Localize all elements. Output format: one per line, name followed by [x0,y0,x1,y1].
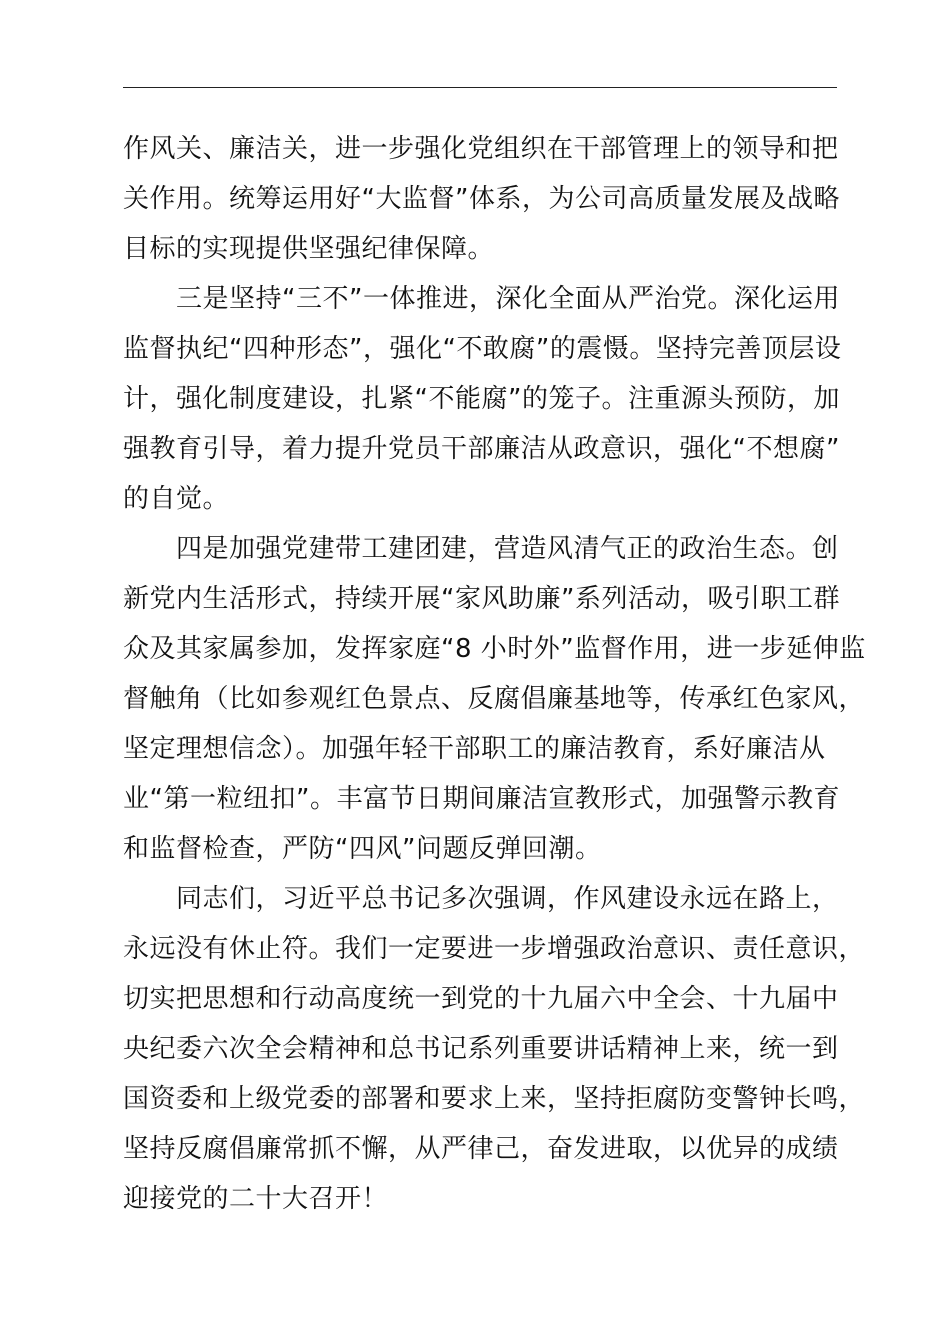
text-line: 央纪委六次全会精神和总书记系列重要讲话精神上来，统一到 [123,1034,839,1064]
text-line: 新党内生活形式，持续开展“家风助廉”系列活动，吸引职工群 [123,584,840,614]
text-line: 切实把思想和行动高度统一到党的十九届六中全会、十九届中 [123,984,839,1014]
text-line: 坚定理想信念）。加强年轻干部职工的廉洁教育，系好廉洁从 [123,734,826,764]
text-line: 作风关、廉洁关，进一步强化党组织在干部管理上的领导和把 [123,134,839,164]
text-line: 同志们，习近平总书记多次强调，作风建设永远在路上， [123,884,839,914]
text-line: 永远没有休止符。我们一定要进一步增强政治意识、责任意识， [123,934,866,964]
text-line: 的自觉。 [123,484,230,514]
text-line: 众及其家属参加，发挥家庭“8 小时外”监督作用，进一步延伸监 [123,634,866,664]
text-line: 目标的实现提供坚强纪律保障。 [123,234,495,264]
text-line: 和监督检查，严防“四风”问题反弹回潮。 [123,834,602,864]
text-line: 计，强化制度建设，扎紧“不能腐”的笼子。注重源头预防，加 [123,384,840,414]
text-line: 监督执纪“四种形态”，强化“不敢腐”的震慑。坚持完善顶层设 [123,334,842,364]
header-rule [123,87,837,88]
text-line: 督触角（比如参观红色景点、反腐倡廉基地等，传承红色家风， [123,684,866,714]
text-line: 关作用。统筹运用好“大监督”体系，为公司高质量发展及战略 [123,184,840,214]
text-line: 业“第一粒纽扣”。丰富节日期间廉洁宣教形式，加强警示教育 [123,784,840,814]
text-line: 迎接党的二十大召开！ [123,1184,389,1214]
text-line: 坚持反腐倡廉常抓不懈，从严律己，奋发进取，以优异的成绩 [123,1134,839,1164]
text-line: 三是坚持“三不”一体推进，深化全面从严治党。深化运用 [123,284,840,314]
body-text [123,124,866,1224]
text-line: 强教育引导，着力提升党员干部廉洁从政意识，强化“不想腐” [123,434,840,464]
text-line: 四是加强党建带工建团建，营造风清气正的政治生态。创 [123,534,839,564]
text-line: 国资委和上级党委的部署和要求上来，坚持拒腐防变警钟长鸣， [123,1084,866,1114]
